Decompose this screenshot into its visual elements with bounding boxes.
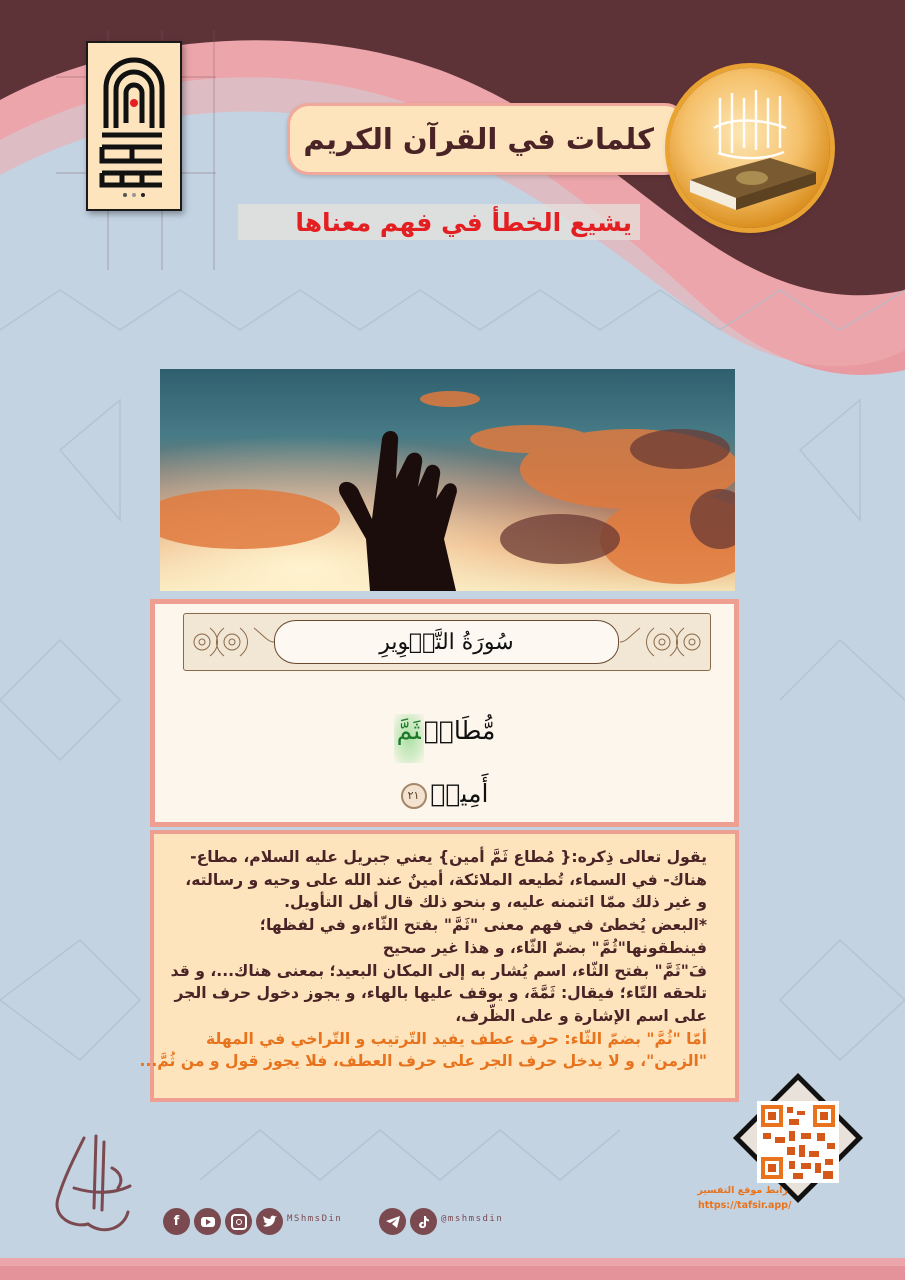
kufic-logo-icon (88, 43, 180, 209)
youtube-icon[interactable] (194, 1208, 221, 1235)
subtitle-banner (238, 204, 640, 240)
calligraphy-logo (86, 41, 182, 211)
title-banner (287, 103, 687, 175)
explanation-highlight-line: "الزمن"، و لا يدخل حرف الجر على حرف العطف، فلا يجوز قول و من ثُمَّ... (139, 1052, 707, 1071)
arabesque-ornament-icon (620, 618, 706, 666)
page-title: كلمات في القرآن الكريم (303, 122, 654, 156)
explanation-line: تلحقه التّاء؛ فيقال: ثَمَّةَ، و يوقف عليها بالهاء، و يجوز دخول حرف الجر (174, 984, 707, 1003)
highlighted-word: ثَمَّ (394, 714, 424, 763)
surah-title-cartouche (274, 620, 619, 664)
signature-calligraphy (44, 1128, 140, 1240)
footer-stripe (0, 1266, 905, 1280)
verse-word-amin: أَمِينٖ (430, 779, 489, 808)
instagram-icon[interactable] (225, 1208, 252, 1235)
telegram-icon[interactable] (379, 1208, 406, 1235)
verse-word-mutaa: مُّطَاعٖ (423, 716, 496, 745)
explanation-line: فَ"ثَمَّ" بفتح الثّاء، اسم يُشار به إلى المكان البعيد؛ بمعنى هناك...، و قد (170, 961, 707, 980)
quran-book-icon (670, 68, 830, 228)
verse-line-2 (155, 779, 734, 809)
footer-stripe (0, 1258, 905, 1266)
sunset-hand-photo (160, 369, 735, 591)
explanation-highlight-line: أمّا "ثُمَّ" بضمّ الثّاء: حرف عطف يفيد التّرتيب و التّراخي في المهلة (206, 1029, 707, 1048)
quran-verse-panel (150, 599, 739, 827)
quran-badge (670, 68, 830, 228)
explanation-line: على اسم الإشارة و على الظّرف، (455, 1006, 707, 1025)
explanation-line: *البعض يُخطئ في فهم معنى "ثَمَّ" بفتح الثّاء،و في لفظها؛ (259, 916, 707, 935)
explanation-panel (139, 830, 739, 1102)
social-handle-1: MShmsDin (287, 1214, 343, 1224)
arabesque-ornament-icon (188, 618, 274, 666)
qr-url-link[interactable]: https://tafsir.app/ (698, 1200, 792, 1211)
explanation-line: و غير ذلك ممّا ائتمنه عليه، و بنحو ذلك قال أهل التأويل. (284, 893, 707, 912)
verse-line-1 (155, 716, 734, 745)
tiktok-icon[interactable] (410, 1208, 437, 1235)
qr-code[interactable] (757, 1101, 839, 1183)
surah-name: سُورَةُ التَّكۡوِيرِ (379, 629, 514, 655)
social-handle-2: @mshmsdin (441, 1214, 504, 1224)
facebook-icon[interactable]: f (163, 1208, 190, 1235)
qr-label: رابط موقع التفسير (697, 1185, 788, 1196)
qr-code-icon (757, 1101, 839, 1183)
photo-illustration (160, 369, 735, 591)
page-subtitle: يشيع الخطأ في فهم معناها (295, 207, 632, 237)
explanation-line: فينطقونها"ثُمَّ" بضمّ الثّاء، و هذا غير صحيح (382, 938, 707, 957)
explanation-line: يقول تعالى ذِكره:{ مُطاع ثَمَّ أمين} يعني جبريل عليه السلام، مطاع- (190, 848, 707, 866)
ayah-number-marker: ٢١ (401, 783, 427, 809)
explanation-line: هناك- في السماء، تُطيعه الملائكة، أمينٌ عند الله على وحيه و رسالته، (185, 870, 707, 889)
twitter-icon[interactable] (256, 1208, 283, 1235)
surah-header-frame (183, 613, 711, 671)
